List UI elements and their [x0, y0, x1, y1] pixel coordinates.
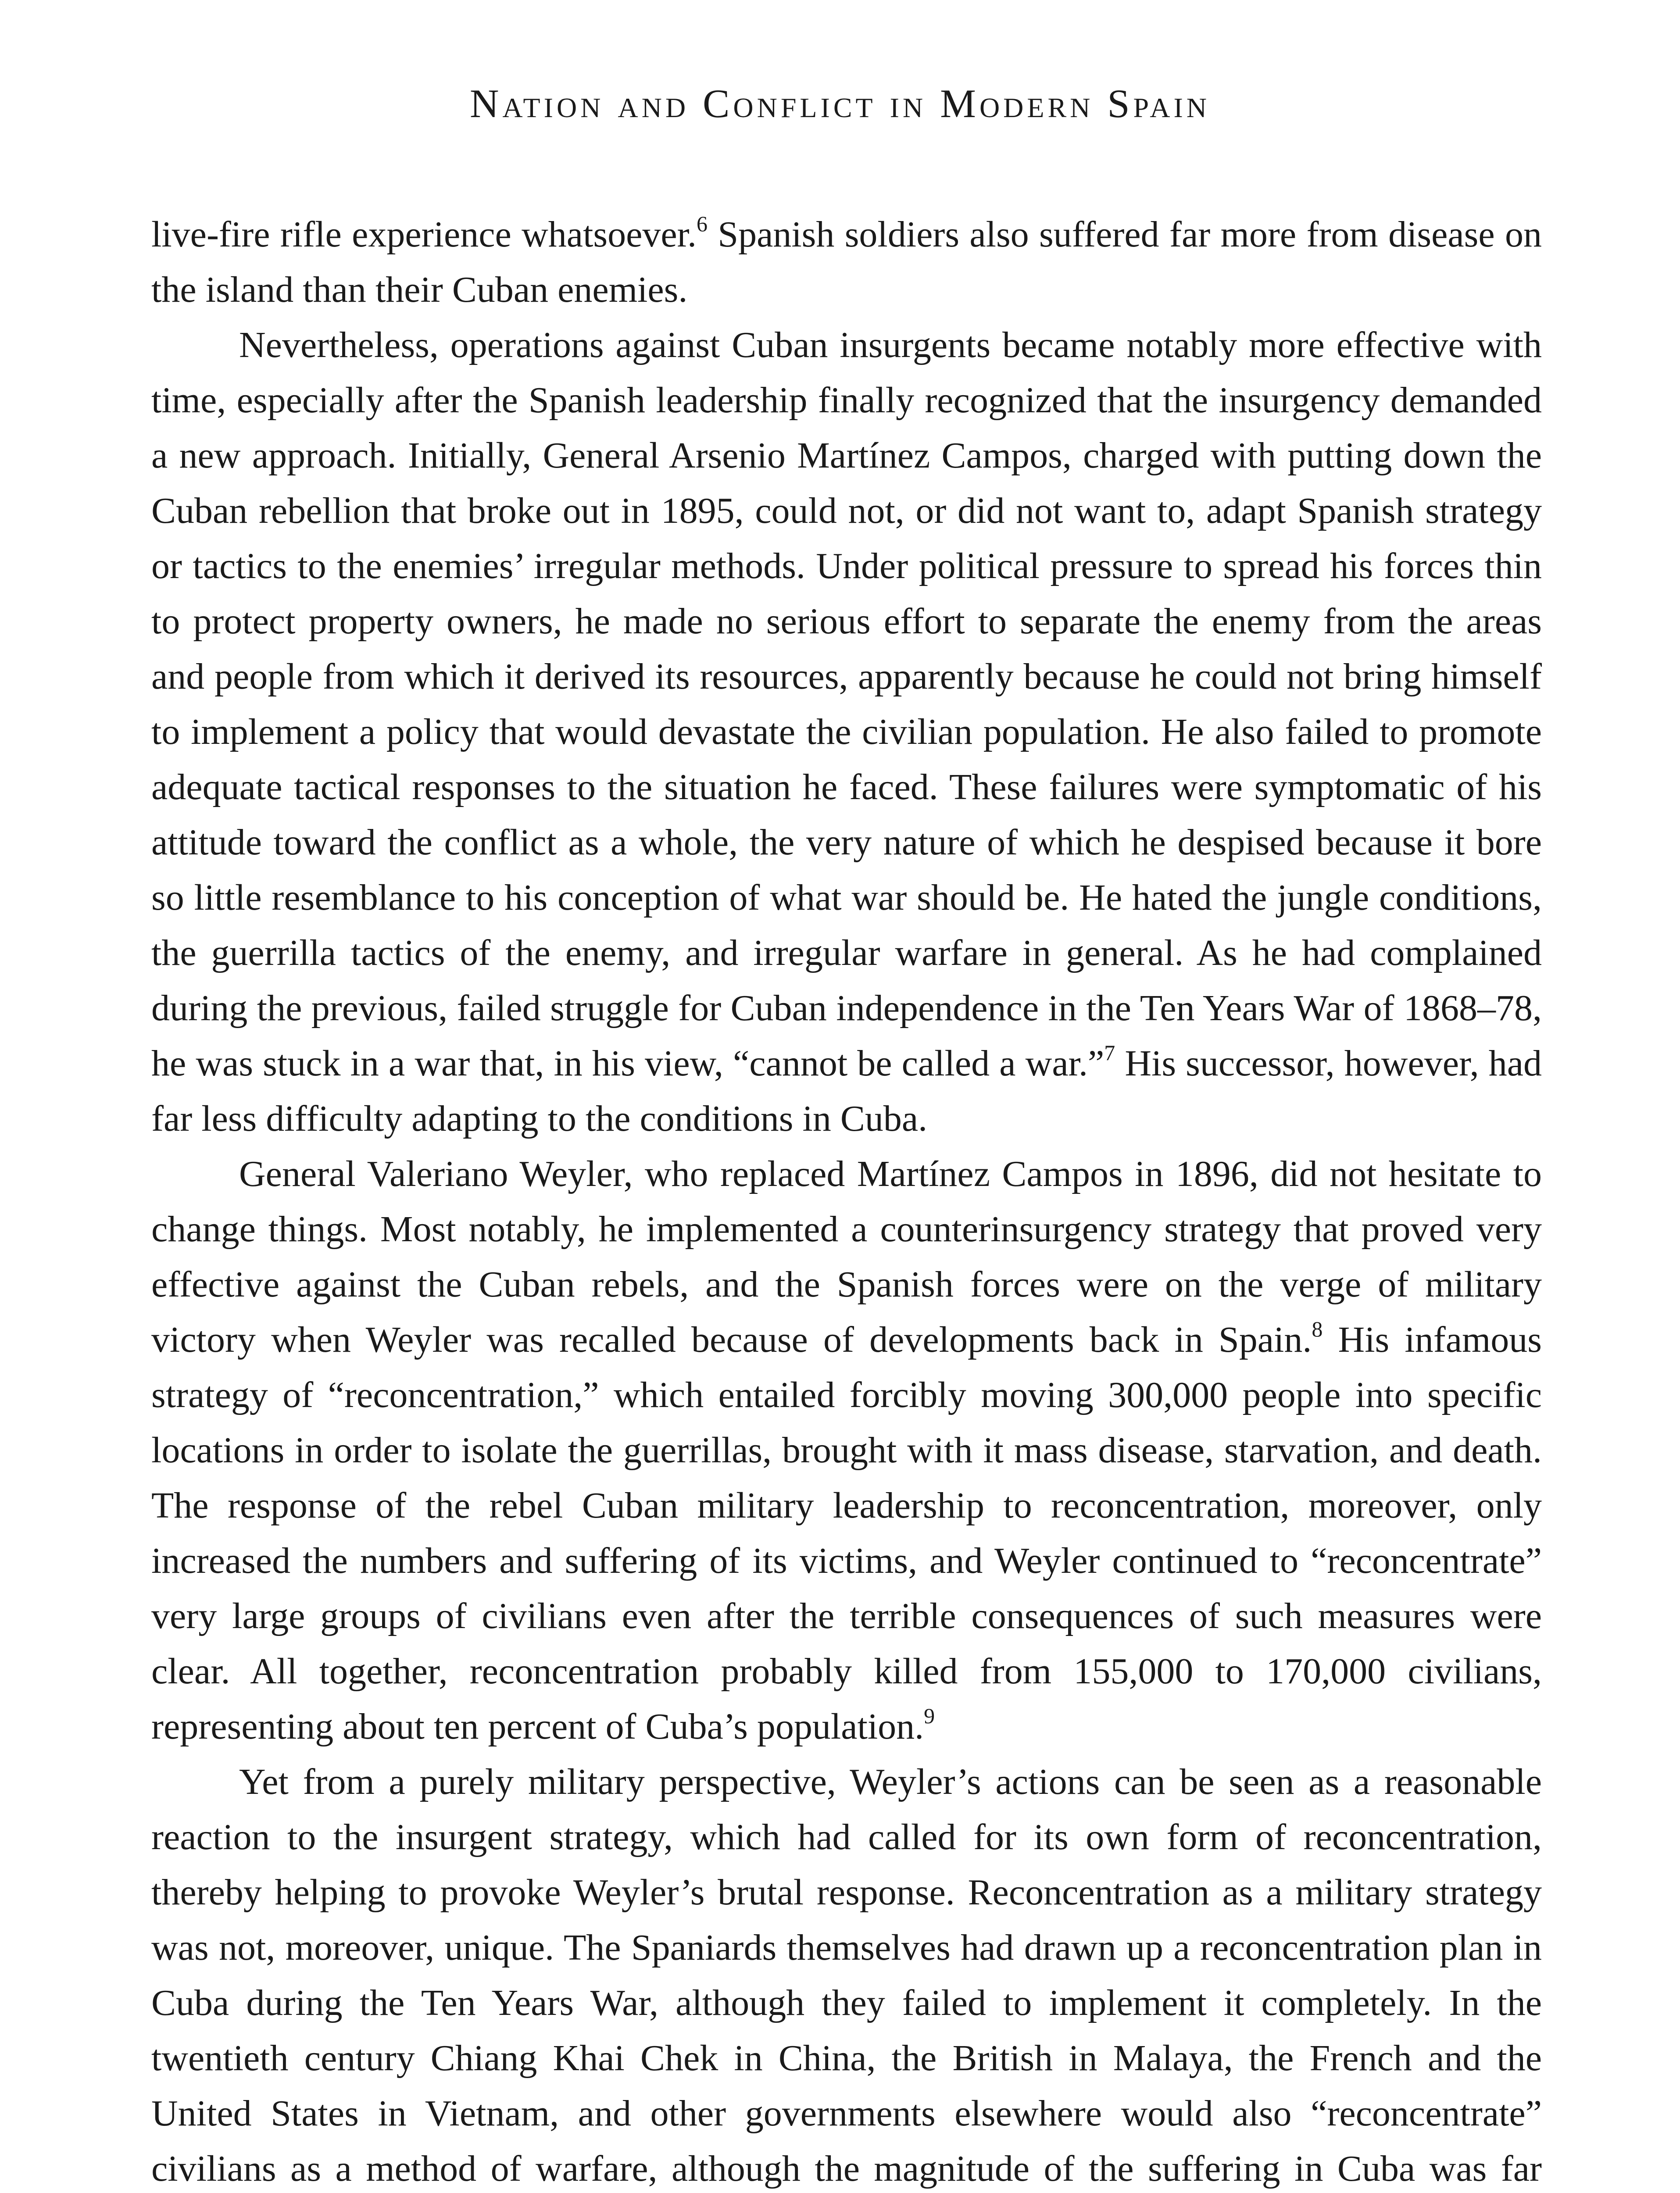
paragraph-text: Yet from a purely military perspective, Weyler’s actions can be seen as a reasonable reaction to the insurgent strategy, which had called for its own form of reconcentration, thereby helping to provoke Weyler’s brutal response. Reconcentration as a military strategy was not, moreover, unique. The Spaniards themselves had drawn up a reconcentration plan in Cuba during the Ten Years War, although they failed to implement it completely. In the twentieth century Chiang Khai Chek in China, the British in Malaya, the French and the United States in Vietnam, and other governments elsewhere would also “reconcentrate” civilians as a method of warfare, although the magnitude of the suffering in Cuba was far: [151, 1761, 1542, 2189]
running-head: Nation and Conflict in Modern Spain: [469, 81, 1211, 126]
footnote-ref-7: 7: [1104, 1040, 1115, 1065]
paragraph-text: His infamous strategy of “reconcentration,” which entailed forcibly moving 300,000 people into specific locations in order to isolate the guerrillas, brought with it mass disease, starvation, and death. The response of the rebel Cuban military leadership to reconcentration, moreover, only increased the numbers and suffering of its victims, and Weyler continued to “reconcentrate” very large groups of civilians even after the terrible consequences of such measures were clear. All together, reconcentration probably killed from 155,000 to 170,000 civilians, representing about ten percent of Cuba’s population.: [151, 1319, 1542, 1747]
paragraph-text: live-fire rifle experience whatsoever.: [151, 214, 697, 255]
paragraph-text: His successor, however, had far less difficulty adapting to the conditions in Cuba.: [151, 1043, 1542, 1139]
paragraph-2: [151, 318, 1542, 1147]
footnote-ref-9: 9: [924, 1704, 935, 1728]
paragraph-text: Spanish soldiers also suffered far more from disease on the island than their Cuban enemies.: [151, 214, 1542, 310]
paragraph-text: General Valeriano Weyler, who replaced Martínez Campos in 1896, did not hesitate to change things. Most notably, he implemented a counterinsurgency strategy that proved very effective against the Cuban rebels, and the Spanish forces were on the verge of military victory when Weyler was recalled because of developments back in Spain.: [151, 1154, 1542, 1360]
footnote-ref-8: 8: [1312, 1317, 1323, 1341]
paragraph-3: [151, 1147, 1542, 1754]
page-body: [151, 207, 1542, 2193]
footnote-ref-6: 6: [697, 211, 708, 236]
paragraph-1: [151, 207, 1542, 318]
paragraph-4: [151, 1754, 1542, 2193]
paragraph-text: Nevertheless, operations against Cuban insurgents became notably more effective with time, especially after the Spanish leadership finally recognized that the insurgency demanded a new approach. Initially, General Arsenio Martínez Campos, charged with putting down the Cuban rebellion that broke out in 1895, could not, or did not want to, adapt Spanish strategy or tactics to the enemies’ irregular methods. Under political pressure to spread his forces thin to protect property owners, he made no serious effort to separate the enemy from the areas and people from which it derived its resources, apparently because he could not bring himself to implement a policy that would devastate the civilian population. He also failed to promote adequate tactical responses to the situation he faced. These failures were symptomatic of his attitude toward the conflict as a whole, the very nature of which he despised because it bore so little resemblance to his conception of what war should be. He hated the jungle conditions, the guerrilla tactics of the enemy, and irregular warfare in general. As he had complained during the previous, failed struggle for Cuban independence in the Ten Years War of 1868–78, he was stuck in a war that, in his view, “cannot be called a war.”: [151, 325, 1542, 1084]
